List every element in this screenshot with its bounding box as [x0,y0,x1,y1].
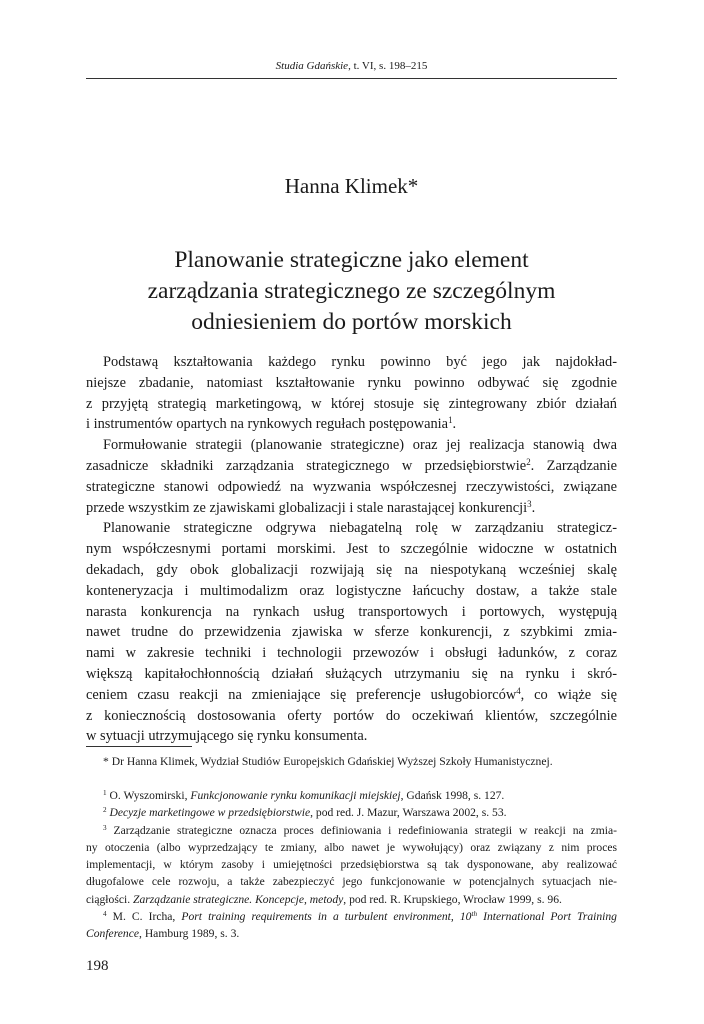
footnote-4 [86,908,617,925]
paragraph-line: Formułowanie strategii (planowanie strategiczne) oraz jej realizacja stanowią dwa [103,437,617,454]
author-affiliation-footnote [86,753,617,770]
paragraph-line [86,685,617,706]
footnote-mark: 3 [103,823,107,832]
paragraph-line: z koniecznością dostosowania oferty portów do oczekiwań klientów, szczególnie [86,707,617,724]
cited-title: Conference [86,927,140,941]
cited-title: International Port Training [477,910,617,924]
footnote-text: , pod red. R. Krupskiego, Wrocław 1999, s. 96. [343,892,562,906]
footnote-2 [86,804,617,821]
paragraph-line-text: przede wszystkim ze zjawiskami globalizacji i stale narastającej konkurencji [86,499,528,516]
paragraph-line: większą kapitałochłonnością działań służących utrzymaniu się na rynku i skró- [86,665,617,682]
footnote-text: , Hamburg 1989, s. 3. [139,927,240,941]
paragraph-line: narasta konkurencja na rynkach usług transportowych i portowych, występują [86,603,617,620]
footnote-ref[interactable]: 2 [526,457,531,468]
footnote-text: , Gdańsk 1998, s. 127. [400,789,505,802]
footnote-line: ny otoczenia (albo wyprzedzający te zmiany, albo nawet je wywołujący) oraz związany z nim proces [86,840,617,854]
running-head [86,60,617,72]
title-line: zarządzania strategicznego ze szczególnym [147,278,556,304]
journal-name: Studia Gdańskie [275,60,349,72]
footnote-mark: 4 [103,910,107,919]
footnote-text: M. C. Ircha, [106,910,182,924]
journal-volume-pages: , t. VI, s. 198–215 [348,60,428,72]
paragraph-line: nawet trudne do przewidzenia zjawiska w sferze konkurencji, z szybkimi zmia- [86,624,617,641]
footnote-line [86,891,617,908]
footnote-list [86,787,617,943]
footnote-separator [86,746,192,747]
paragraph-line-text: zasadnicze składniki zarządzania strategicznego w przedsiębiorstwie [86,457,527,474]
paragraph-line-text: , co wiąże się [520,686,617,703]
author-name: Hanna Klimek* [284,174,419,198]
footnote-mark: 2 [103,806,107,815]
footnote-line: długofalowe cele rozwoju, a także zabezpieczyć jego funkcjonowanie w potencjalnych sytuacjach nie- [86,875,617,889]
header-rule [86,78,617,79]
title-line: odniesieniem do portów morskich [191,309,512,335]
title-line: Planowanie strategiczne jako element [174,247,529,273]
paragraph-line-text: . Zarządzanie [530,457,617,474]
paragraph-line: dekadach, gdy obok globalizacji rozwijają się na niespotykaną wcześniej skalę [86,561,617,578]
cited-title: Port training requirements in a turbulent environment, 10 [181,910,472,924]
paragraph-line-text: i instrumentów opartych na rynkowych regułach postępowania [86,416,449,433]
paragraph-line: Podstawą kształtowania każdego rynku powinno być jego jak najdokład- [103,354,617,370]
footnote-line [86,925,617,942]
footnote-text: , pod red. J. Mazur, Warszawa 2002, s. 53. [310,806,507,820]
footnote-text: ciągłości. [86,892,134,906]
footnote-line: * Dr Hanna Klimek, Wydział Studiów Europejskich Gdańskiej Wyższej Szkoły Humanistycznej. [103,755,553,768]
footnote-ref[interactable]: 1 [448,415,453,426]
page-number: 198 [86,958,109,974]
footnote-3 [86,822,617,839]
punctuation: . [531,499,536,516]
cited-title: Decyzje marketingowe w przedsiębiorstwie [109,806,311,820]
ordinal-suffix: th [471,910,478,919]
paragraph-line-text: ceniem czasu reakcji na zmieniające się preferencje usługobiorców [86,686,517,703]
paragraph-line [86,414,617,435]
footnote-text: O. Wyszomirski, [106,789,191,802]
paragraph-line: niejsze zbadanie, natomiast kształtowanie rynku powinno odbywać się zgodnie [86,374,617,391]
article-title [86,245,617,338]
body-text [86,352,617,747]
footnote-line: implementacji, w którym zasoby i umiejętności przedsiębiorstwa są tak dysponowane, aby realizować [86,858,617,872]
paragraph-line: strategiczne stanowi odpowiedź na wyzwania współczesnej rzeczywistości, związane [86,478,617,495]
footnote-ref[interactable]: 4 [516,685,521,696]
paragraph-line [86,498,617,519]
footnote-1 [86,787,617,804]
paragraph-line: nami w zakresie techniki i technologii przewozów i obsługi ładunków, z coraz [86,645,617,662]
paragraph-line: konteneryzacja i multimodalizm oraz logistyczne łańcuchy dostaw, a także stale [86,582,617,599]
footnote-mark: 1 [103,789,107,798]
paragraph-line: nym współczesnymi portami morskimi. Jest to szczególnie widoczne w ostatnich [86,541,617,558]
footnote-text: Zarządzanie strategiczne oznacza proces definiowania i redefiniowania strategii w reakcji na zmia- [106,823,617,837]
paragraph-line: w sytuacji utrzymującego się rynku konsumenta. [86,728,368,745]
cited-title: Zarządzanie strategiczne. Koncepcje, metody [133,892,344,906]
footnote-ref[interactable]: 3 [527,498,532,509]
paragraph-line: z przyjętą strategią marketingową, w której stosuje się zintegrowany zbiór działań [86,395,617,412]
paragraph-line [86,456,617,477]
punctuation: . [452,416,457,433]
cited-title: Funkcjonowanie rynku komunikacji miejskiej [190,789,401,802]
paragraph-line: Planowanie strategiczne odgrywa niebagatelną rolę w zarządzaniu strategicz- [103,520,617,537]
